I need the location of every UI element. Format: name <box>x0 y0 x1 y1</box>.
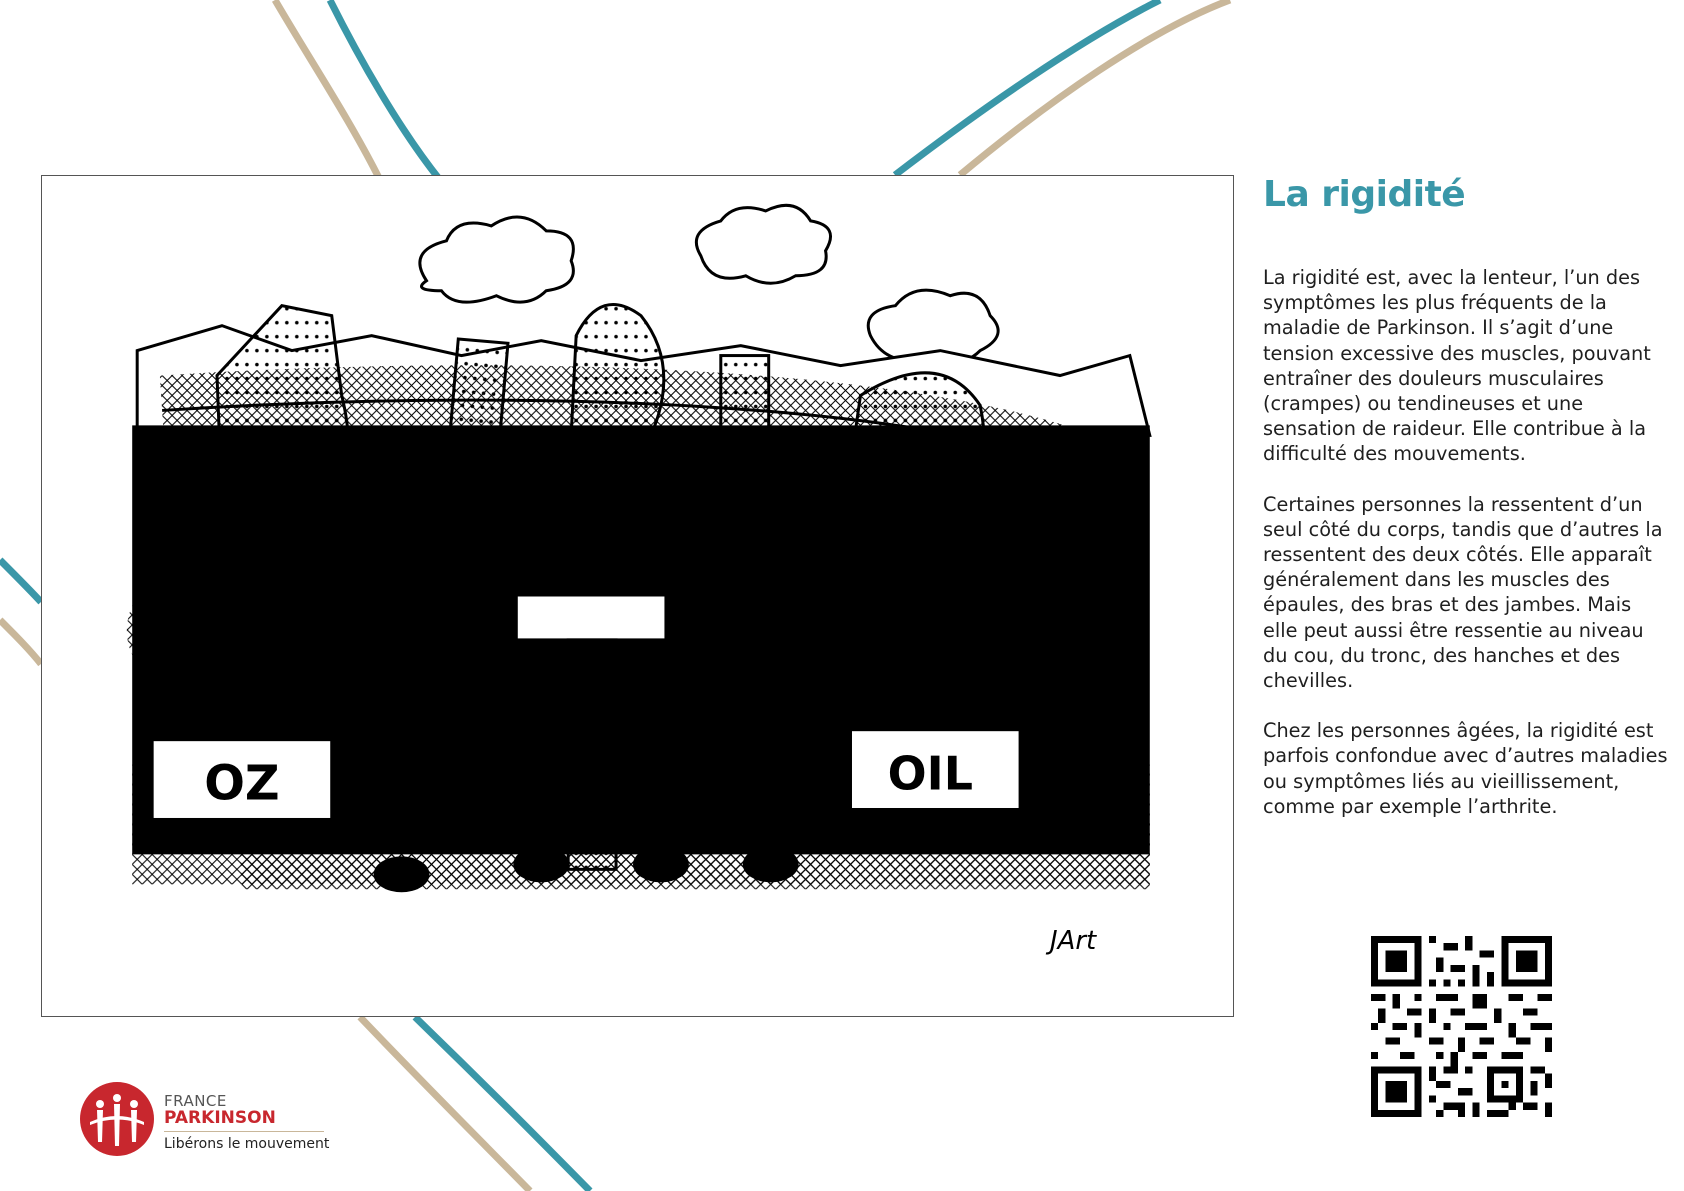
paragraph-2: Certaines personnes la ressentent d’un seul côté du corps, tandis que d’autres la ressentent des deux côtés. Elle apparaît généralement dans les muscles des épaules, des bras et des jambes. Mais elle peut aussi être ressentie au niveau du cou, du tronc, des hanches et des chevilles. <box>1263 492 1663 693</box>
cartoon-illustration <box>41 175 1234 1017</box>
paragraph-1: La rigidité est, avec la lenteur, l’un des symptômes les plus fréquents de la maladie de Parkinson. Il s’agit d’une tension excessive des muscles, pouvant entraîner des douleurs musculaires (crampes) ou tendineuses et une sensation de raideur. Elle contribue à la difficulté des mouvements. <box>1263 266 1651 466</box>
paragraph-3: Chez les personnes âgées, la rigidité est parfois confondue avec d’autres maladies ou symptômes liés au vieillissement, comme par exemple l’arthrite. <box>1263 719 1668 818</box>
bottom-word: ITÉ <box>640 295 642 297</box>
sign-left-text: OZ <box>204 756 280 812</box>
top-word: RIGID <box>639 285 643 287</box>
logo-line1: FRANCE <box>164 1092 227 1110</box>
logo-emblem-icon <box>78 1080 156 1158</box>
qr-code[interactable] <box>1371 936 1552 1117</box>
logo-line2: PARKINSON <box>164 1108 276 1128</box>
artist-signature: JArt <box>1050 926 1097 957</box>
page-title: La rigidité <box>1263 174 1466 215</box>
logo-slogan: Libérons le mouvement <box>164 1136 330 1152</box>
rigidite-cartoon <box>42 176 1233 1016</box>
description-text <box>1263 265 1668 844</box>
france-parkinson-logo[interactable] <box>78 1078 338 1158</box>
logo-divider <box>164 1131 324 1132</box>
sign-right-text: OIL <box>887 746 973 801</box>
